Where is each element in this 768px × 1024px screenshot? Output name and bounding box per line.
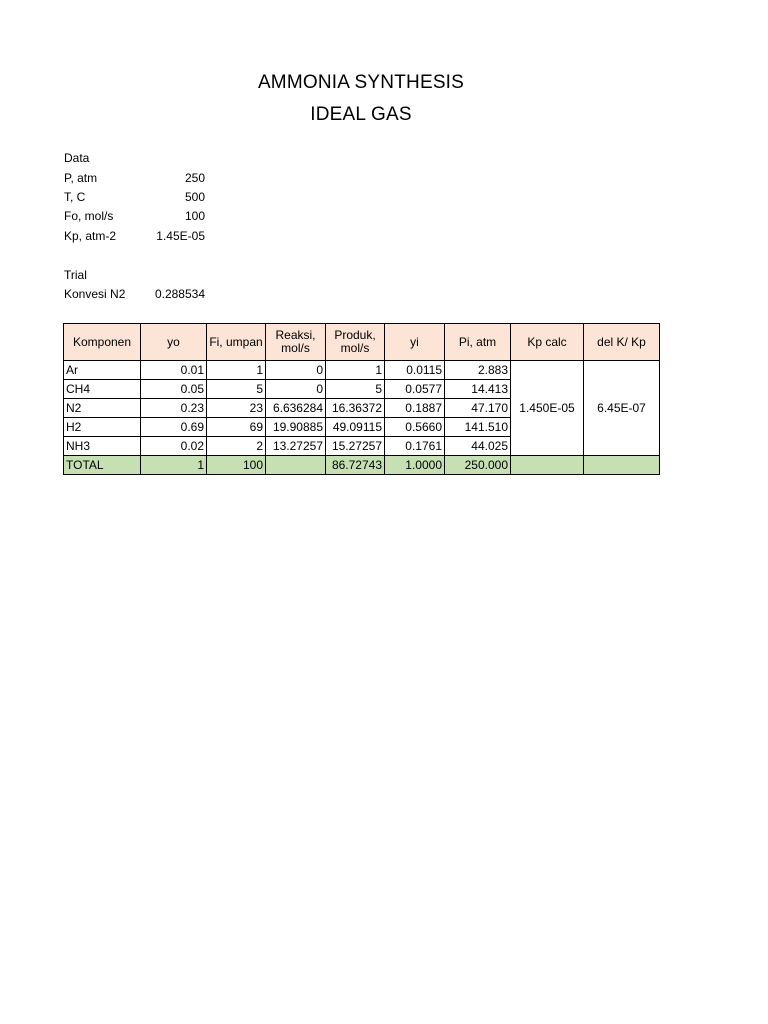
cell-yo[interactable]: 0.02 bbox=[141, 437, 207, 456]
cell-yi[interactable]: 0.5660 bbox=[385, 418, 445, 437]
kp-label: Kp, atm-2 bbox=[64, 229, 117, 243]
cell-produk[interactable]: 1 bbox=[326, 361, 385, 380]
cell-yo[interactable]: 0.05 bbox=[141, 380, 207, 399]
cell-komponen[interactable]: NH3 bbox=[64, 437, 141, 456]
header-reaksi: Reaksi, mol/s bbox=[266, 324, 326, 361]
cell-komponen[interactable]: N2 bbox=[64, 399, 141, 418]
cell-produk[interactable]: 16.36372 bbox=[326, 399, 385, 418]
cell-reaksi[interactable]: 19.90885 bbox=[266, 418, 326, 437]
header-komponen: Komponen bbox=[64, 324, 141, 361]
cell-komponen[interactable]: CH4 bbox=[64, 380, 141, 399]
temperature-label: T, C bbox=[64, 190, 86, 204]
cell-del-k[interactable]: 6.45E-07 bbox=[584, 361, 660, 456]
cell-yi[interactable]: 0.1887 bbox=[385, 399, 445, 418]
cell-fi[interactable]: 2 bbox=[207, 437, 266, 456]
cell-reaksi[interactable]: 0 bbox=[266, 380, 326, 399]
pressure-value[interactable]: 250 bbox=[184, 171, 205, 185]
total-kp-calc[interactable] bbox=[511, 456, 584, 475]
cell-yo[interactable]: 0.69 bbox=[141, 418, 207, 437]
cell-yi[interactable]: 0.0115 bbox=[385, 361, 445, 380]
cell-yi[interactable]: 0.1761 bbox=[385, 437, 445, 456]
total-produk[interactable]: 86.72743 bbox=[326, 456, 385, 475]
temperature-value[interactable]: 500 bbox=[184, 190, 205, 204]
header-produk: Produk, mol/s bbox=[326, 324, 385, 361]
cell-yo[interactable]: 0.01 bbox=[141, 361, 207, 380]
total-pi[interactable]: 250.000 bbox=[445, 456, 511, 475]
cell-yi[interactable]: 0.0577 bbox=[385, 380, 445, 399]
cell-produk[interactable]: 15.27257 bbox=[326, 437, 385, 456]
feed-rate-label: Fo, mol/s bbox=[64, 209, 114, 223]
cell-produk[interactable]: 5 bbox=[326, 380, 385, 399]
feed-rate-value[interactable]: 100 bbox=[184, 209, 205, 223]
trial-heading: Trial bbox=[64, 268, 87, 282]
cell-reaksi[interactable]: 13.27257 bbox=[266, 437, 326, 456]
cell-komponen[interactable]: Ar bbox=[64, 361, 141, 380]
cell-fi[interactable]: 23 bbox=[207, 399, 266, 418]
cell-pi[interactable]: 47.170 bbox=[445, 399, 511, 418]
cell-kp-calc[interactable]: 1.450E-05 bbox=[511, 361, 584, 456]
page-title: AMMONIA SYNTHESIS bbox=[257, 72, 465, 93]
cell-pi[interactable]: 14.413 bbox=[445, 380, 511, 399]
total-reaksi[interactable] bbox=[266, 456, 326, 475]
header-pi: Pi, atm bbox=[445, 324, 511, 361]
cell-reaksi[interactable]: 0 bbox=[266, 361, 326, 380]
results-table bbox=[63, 323, 660, 475]
header-yo: yo bbox=[141, 324, 207, 361]
total-yi[interactable]: 1.0000 bbox=[385, 456, 445, 475]
header-yi: yi bbox=[385, 324, 445, 361]
header-kp-calc: Kp calc bbox=[511, 324, 584, 361]
kp-value[interactable]: 1.45E-05 bbox=[156, 229, 205, 243]
cell-pi[interactable]: 2.883 bbox=[445, 361, 511, 380]
pressure-label: P, atm bbox=[64, 171, 98, 185]
cell-produk[interactable]: 49.09115 bbox=[326, 418, 385, 437]
cell-pi[interactable]: 141.510 bbox=[445, 418, 511, 437]
table-row bbox=[64, 361, 660, 380]
header-del-k: del K/ Kp bbox=[584, 324, 660, 361]
cell-reaksi[interactable]: 6.636284 bbox=[266, 399, 326, 418]
total-row bbox=[64, 456, 660, 475]
conversion-label: Konvesi N2 bbox=[64, 287, 126, 301]
total-yo[interactable]: 1 bbox=[141, 456, 207, 475]
cell-fi[interactable]: 5 bbox=[207, 380, 266, 399]
table-header-row bbox=[64, 324, 660, 361]
cell-yo[interactable]: 0.23 bbox=[141, 399, 207, 418]
total-label[interactable]: TOTAL bbox=[64, 456, 141, 475]
cell-fi[interactable]: 69 bbox=[207, 418, 266, 437]
page-subtitle: IDEAL GAS bbox=[310, 104, 412, 125]
data-heading: Data bbox=[64, 151, 90, 165]
cell-komponen[interactable]: H2 bbox=[64, 418, 141, 437]
cell-pi[interactable]: 44.025 bbox=[445, 437, 511, 456]
total-del-k[interactable] bbox=[584, 456, 660, 475]
conversion-value[interactable]: 0.288534 bbox=[154, 287, 205, 301]
total-fi[interactable]: 100 bbox=[207, 456, 266, 475]
header-fi-umpan: Fi, umpan bbox=[207, 324, 266, 361]
cell-fi[interactable]: 1 bbox=[207, 361, 266, 380]
